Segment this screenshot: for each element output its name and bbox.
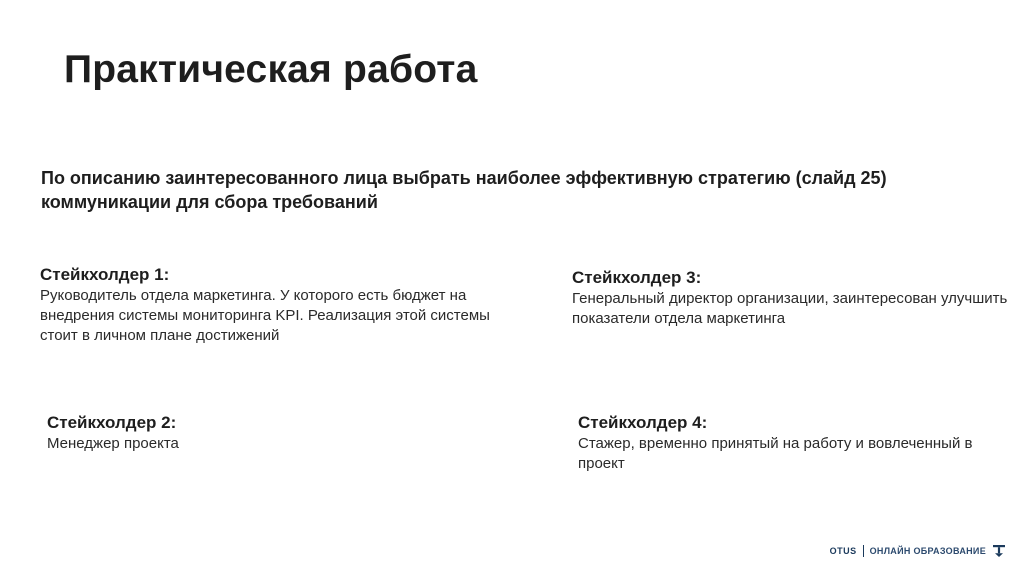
otus-logo-icon — [992, 544, 1006, 558]
footer-brand: OTUS — [829, 546, 857, 556]
stakeholder-4-text: Стажер, временно принятый на работу и вовлеченный в проект — [578, 435, 973, 472]
stakeholder-3-block — [572, 267, 1012, 329]
stakeholder-3-heading: Стейкхолдер 3: — [572, 268, 702, 287]
stakeholder-4-block — [578, 412, 998, 474]
stakeholder-1-block — [40, 264, 530, 346]
stakeholder-1-heading: Стейкхолдер 1: — [40, 265, 170, 284]
stakeholder-4-heading: Стейкхолдер 4: — [578, 413, 708, 432]
stakeholder-3-text: Генеральный директор организации, заинтересован улучшить показатели отдела маркетинга — [572, 290, 1008, 327]
stakeholder-1-text: Руководитель отдела маркетинга. У которого есть бюджет на внедрения системы мониторинга KPI. Реализация этой системы стоит в личном плане достижений — [40, 287, 490, 344]
footer-divider — [863, 545, 864, 557]
task-description: По описанию заинтересованного лица выбрать наиболее эффективную стратегию (слайд 25) коммуникации для сбора требований — [41, 168, 887, 212]
stakeholder-2-heading: Стейкхолдер 2: — [47, 413, 177, 432]
stakeholder-2-text: Менеджер проекта — [47, 435, 179, 452]
stakeholder-2-block — [47, 412, 467, 454]
footer-logo — [830, 544, 1006, 558]
footer-tagline: ОНЛАЙН ОБРАЗОВАНИЕ — [869, 546, 986, 556]
slide-title: Практическая работа — [64, 48, 478, 91]
